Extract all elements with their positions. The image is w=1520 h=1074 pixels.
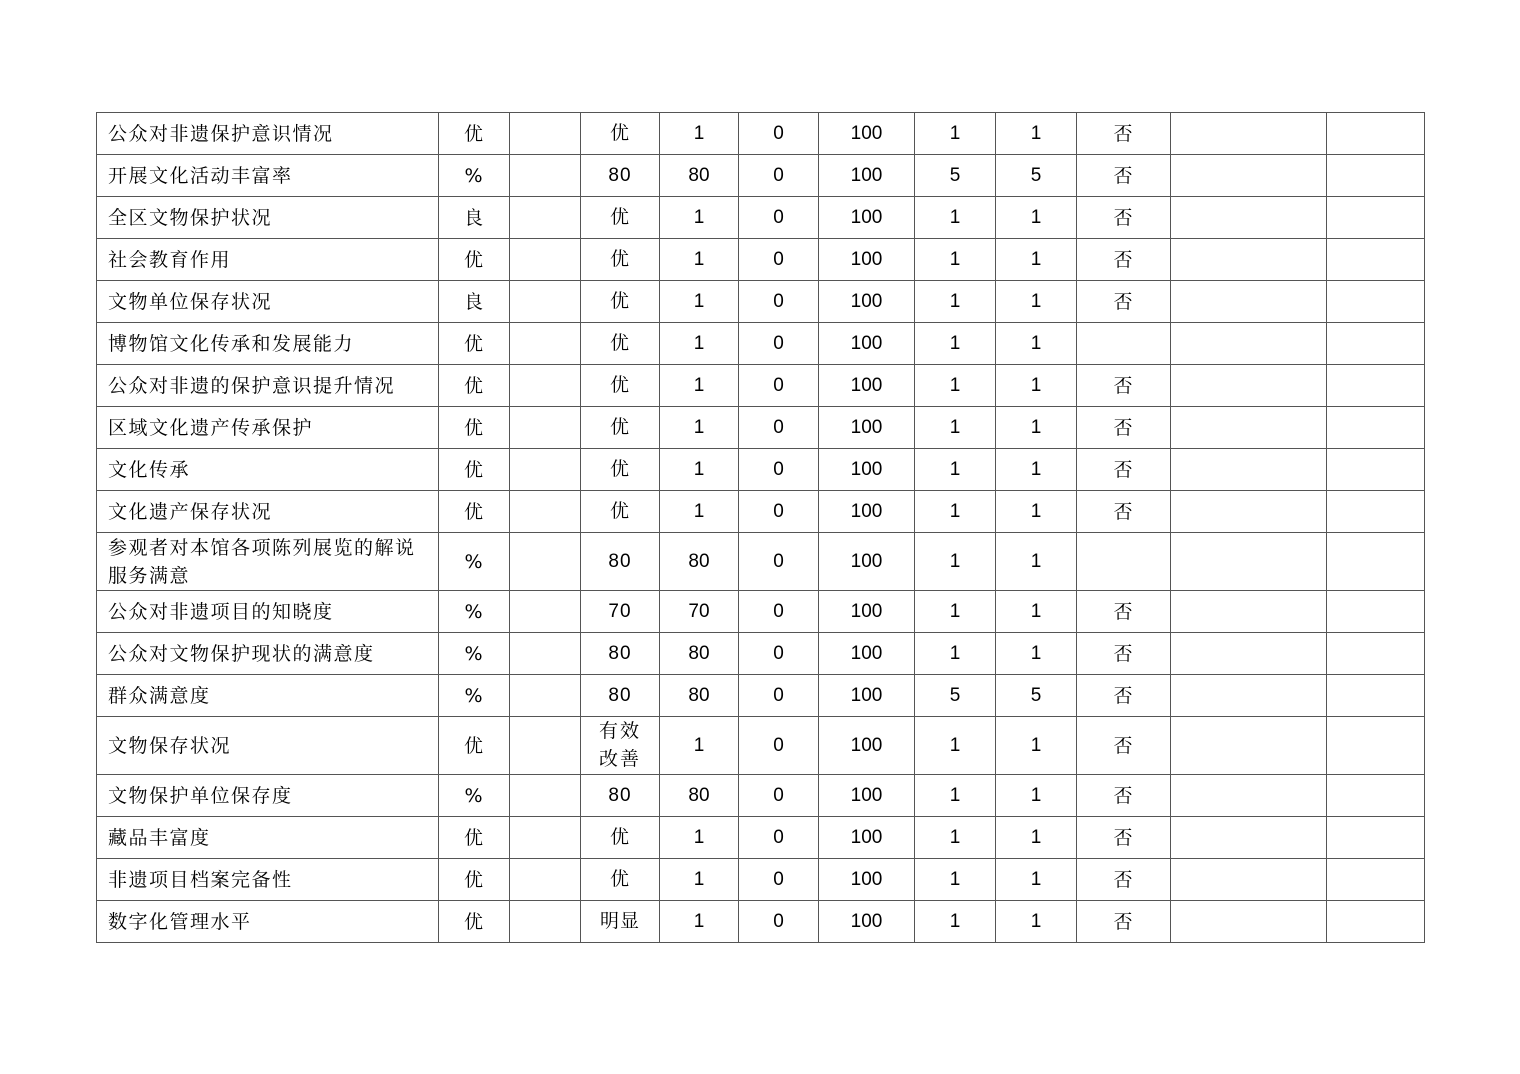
- unit-cell: 优: [439, 407, 510, 449]
- target-value-cell: 明显: [581, 901, 660, 943]
- deviation-cell: 0: [739, 675, 819, 717]
- target-value-cell: 优: [581, 407, 660, 449]
- empty-cell: [1327, 859, 1425, 901]
- completion-rate-cell: 100: [819, 323, 915, 365]
- empty-cell: [1171, 491, 1327, 533]
- table-row: [97, 449, 1425, 491]
- actual-value-cell: 1: [660, 323, 739, 365]
- empty-cell: [1171, 323, 1327, 365]
- empty-cell: [1327, 323, 1425, 365]
- target-value-cell: 70: [581, 591, 660, 633]
- flag-cell: [1077, 533, 1171, 591]
- indicator-name-cell: 公众对非遗项目的知晓度: [97, 591, 439, 633]
- table-row: [97, 407, 1425, 449]
- unit-cell: 良: [439, 197, 510, 239]
- deviation-cell: 0: [739, 591, 819, 633]
- deviation-cell: 0: [739, 717, 819, 775]
- empty-cell: [1327, 775, 1425, 817]
- flag-cell: 否: [1077, 281, 1171, 323]
- actual-value-cell: 1: [660, 491, 739, 533]
- empty-cell: [510, 533, 581, 591]
- indicator-name-cell: 社会教育作用: [97, 239, 439, 281]
- flag-cell: 否: [1077, 155, 1171, 197]
- empty-cell: [1171, 407, 1327, 449]
- score-cell: 1: [996, 449, 1077, 491]
- empty-cell: [510, 859, 581, 901]
- empty-cell: [1327, 591, 1425, 633]
- weight-cell: 1: [915, 323, 996, 365]
- flag-cell: 否: [1077, 113, 1171, 155]
- empty-cell: [510, 197, 581, 239]
- unit-cell: 良: [439, 281, 510, 323]
- actual-value-cell: 1: [660, 817, 739, 859]
- deviation-cell: 0: [739, 449, 819, 491]
- table-row: [97, 323, 1425, 365]
- indicator-name-cell: 公众对文物保护现状的满意度: [97, 633, 439, 675]
- unit-cell: 优: [439, 491, 510, 533]
- table-row: [97, 901, 1425, 943]
- table-row: [97, 491, 1425, 533]
- actual-value-cell: 80: [660, 533, 739, 591]
- unit-cell: 优: [439, 239, 510, 281]
- flag-cell: 否: [1077, 449, 1171, 491]
- empty-cell: [510, 717, 581, 775]
- target-value-cell: 优: [581, 859, 660, 901]
- actual-value-cell: 1: [660, 449, 739, 491]
- empty-cell: [510, 323, 581, 365]
- table-row: [97, 281, 1425, 323]
- score-cell: 1: [996, 717, 1077, 775]
- indicator-name-cell: 文化遗产保存状况: [97, 491, 439, 533]
- weight-cell: 1: [915, 859, 996, 901]
- deviation-cell: 0: [739, 859, 819, 901]
- table-row: [97, 775, 1425, 817]
- unit-cell: %: [439, 533, 510, 591]
- empty-cell: [1171, 775, 1327, 817]
- weight-cell: 1: [915, 281, 996, 323]
- weight-cell: 1: [915, 775, 996, 817]
- score-cell: 1: [996, 775, 1077, 817]
- empty-cell: [1171, 155, 1327, 197]
- indicator-name-cell: 区域文化遗产传承保护: [97, 407, 439, 449]
- unit-cell: 优: [439, 859, 510, 901]
- actual-value-cell: 1: [660, 859, 739, 901]
- empty-cell: [510, 239, 581, 281]
- table-row: [97, 717, 1425, 775]
- weight-cell: 5: [915, 675, 996, 717]
- table-body: [97, 113, 1425, 943]
- empty-cell: [1327, 449, 1425, 491]
- flag-cell: 否: [1077, 775, 1171, 817]
- empty-cell: [1327, 155, 1425, 197]
- actual-value-cell: 1: [660, 197, 739, 239]
- target-value-cell: 优: [581, 239, 660, 281]
- completion-rate-cell: 100: [819, 113, 915, 155]
- empty-cell: [1171, 859, 1327, 901]
- indicator-name-cell: 参观者对本馆各项陈列展览的解说服务满意: [97, 533, 439, 591]
- table-row: [97, 365, 1425, 407]
- empty-cell: [1327, 365, 1425, 407]
- empty-cell: [1327, 113, 1425, 155]
- empty-cell: [510, 113, 581, 155]
- indicator-name-cell: 数字化管理水平: [97, 901, 439, 943]
- unit-cell: 优: [439, 817, 510, 859]
- empty-cell: [1171, 901, 1327, 943]
- unit-cell: 优: [439, 717, 510, 775]
- table-row: [97, 239, 1425, 281]
- actual-value-cell: 70: [660, 591, 739, 633]
- empty-cell: [510, 365, 581, 407]
- unit-cell: %: [439, 675, 510, 717]
- completion-rate-cell: 100: [819, 675, 915, 717]
- flag-cell: 否: [1077, 239, 1171, 281]
- actual-value-cell: 80: [660, 775, 739, 817]
- empty-cell: [510, 491, 581, 533]
- empty-cell: [1171, 281, 1327, 323]
- target-value-cell: 80: [581, 633, 660, 675]
- indicator-name-cell: 开展文化活动丰富率: [97, 155, 439, 197]
- deviation-cell: 0: [739, 155, 819, 197]
- flag-cell: 否: [1077, 197, 1171, 239]
- table-row: [97, 113, 1425, 155]
- score-cell: 5: [996, 675, 1077, 717]
- unit-cell: %: [439, 775, 510, 817]
- table-row: [97, 197, 1425, 239]
- flag-cell: 否: [1077, 717, 1171, 775]
- completion-rate-cell: 100: [819, 533, 915, 591]
- indicator-name-cell: 公众对非遗保护意识情况: [97, 113, 439, 155]
- completion-rate-cell: 100: [819, 281, 915, 323]
- score-cell: 1: [996, 239, 1077, 281]
- indicator-name-cell: 文物保存状况: [97, 717, 439, 775]
- empty-cell: [510, 281, 581, 323]
- completion-rate-cell: 100: [819, 155, 915, 197]
- indicator-name-cell: 文物保护单位保存度: [97, 775, 439, 817]
- table-row: [97, 633, 1425, 675]
- empty-cell: [1171, 633, 1327, 675]
- target-value-cell: 80: [581, 533, 660, 591]
- actual-value-cell: 1: [660, 239, 739, 281]
- deviation-cell: 0: [739, 281, 819, 323]
- empty-cell: [1327, 533, 1425, 591]
- completion-rate-cell: 100: [819, 449, 915, 491]
- empty-cell: [510, 775, 581, 817]
- empty-cell: [1327, 407, 1425, 449]
- deviation-cell: 0: [739, 817, 819, 859]
- unit-cell: 优: [439, 365, 510, 407]
- target-value-cell: 优: [581, 197, 660, 239]
- unit-cell: 优: [439, 901, 510, 943]
- table-row: [97, 591, 1425, 633]
- completion-rate-cell: 100: [819, 901, 915, 943]
- target-value-cell: 80: [581, 155, 660, 197]
- deviation-cell: 0: [739, 197, 819, 239]
- empty-cell: [1171, 449, 1327, 491]
- unit-cell: 优: [439, 113, 510, 155]
- score-cell: 1: [996, 633, 1077, 675]
- empty-cell: [1327, 491, 1425, 533]
- target-value-cell: 80: [581, 675, 660, 717]
- deviation-cell: 0: [739, 491, 819, 533]
- flag-cell: 否: [1077, 407, 1171, 449]
- table-row: [97, 817, 1425, 859]
- flag-cell: [1077, 323, 1171, 365]
- empty-cell: [1327, 239, 1425, 281]
- score-cell: 1: [996, 591, 1077, 633]
- completion-rate-cell: 100: [819, 717, 915, 775]
- score-cell: 1: [996, 901, 1077, 943]
- indicator-name-cell: 公众对非遗的保护意识提升情况: [97, 365, 439, 407]
- flag-cell: 否: [1077, 633, 1171, 675]
- actual-value-cell: 80: [660, 633, 739, 675]
- unit-cell: %: [439, 633, 510, 675]
- score-cell: 1: [996, 491, 1077, 533]
- deviation-cell: 0: [739, 113, 819, 155]
- empty-cell: [510, 449, 581, 491]
- empty-cell: [1171, 239, 1327, 281]
- empty-cell: [510, 407, 581, 449]
- empty-cell: [1171, 113, 1327, 155]
- empty-cell: [510, 817, 581, 859]
- target-value-cell: 80: [581, 775, 660, 817]
- target-value-cell: 优: [581, 113, 660, 155]
- empty-cell: [1327, 633, 1425, 675]
- empty-cell: [1327, 817, 1425, 859]
- completion-rate-cell: 100: [819, 491, 915, 533]
- indicator-name-cell: 文化传承: [97, 449, 439, 491]
- weight-cell: 1: [915, 113, 996, 155]
- completion-rate-cell: 100: [819, 365, 915, 407]
- empty-cell: [1327, 717, 1425, 775]
- empty-cell: [1171, 591, 1327, 633]
- table-row: [97, 533, 1425, 591]
- target-value-cell: 有效改善: [581, 717, 660, 775]
- flag-cell: 否: [1077, 491, 1171, 533]
- table-row: [97, 155, 1425, 197]
- unit-cell: 优: [439, 449, 510, 491]
- unit-cell: %: [439, 591, 510, 633]
- table-row: [97, 859, 1425, 901]
- completion-rate-cell: 100: [819, 817, 915, 859]
- empty-cell: [1327, 197, 1425, 239]
- empty-cell: [1327, 901, 1425, 943]
- completion-rate-cell: 100: [819, 591, 915, 633]
- flag-cell: 否: [1077, 901, 1171, 943]
- actual-value-cell: 80: [660, 155, 739, 197]
- empty-cell: [1327, 281, 1425, 323]
- empty-cell: [1171, 717, 1327, 775]
- weight-cell: 1: [915, 407, 996, 449]
- actual-value-cell: 80: [660, 675, 739, 717]
- empty-cell: [1171, 365, 1327, 407]
- target-value-cell: 优: [581, 817, 660, 859]
- completion-rate-cell: 100: [819, 407, 915, 449]
- indicator-name-cell: 非遗项目档案完备性: [97, 859, 439, 901]
- weight-cell: 1: [915, 717, 996, 775]
- weight-cell: 1: [915, 197, 996, 239]
- empty-cell: [510, 901, 581, 943]
- target-value-cell: 优: [581, 449, 660, 491]
- deviation-cell: 0: [739, 775, 819, 817]
- weight-cell: 1: [915, 591, 996, 633]
- flag-cell: 否: [1077, 859, 1171, 901]
- actual-value-cell: 1: [660, 113, 739, 155]
- score-cell: 1: [996, 197, 1077, 239]
- weight-cell: 1: [915, 365, 996, 407]
- flag-cell: 否: [1077, 675, 1171, 717]
- completion-rate-cell: 100: [819, 239, 915, 281]
- weight-cell: 1: [915, 633, 996, 675]
- deviation-cell: 0: [739, 407, 819, 449]
- deviation-cell: 0: [739, 533, 819, 591]
- weight-cell: 5: [915, 155, 996, 197]
- deviation-cell: 0: [739, 901, 819, 943]
- indicator-name-cell: 文物单位保存状况: [97, 281, 439, 323]
- score-cell: 1: [996, 323, 1077, 365]
- weight-cell: 1: [915, 239, 996, 281]
- indicator-name-cell: 全区文物保护状况: [97, 197, 439, 239]
- completion-rate-cell: 100: [819, 633, 915, 675]
- table-row: [97, 675, 1425, 717]
- flag-cell: 否: [1077, 817, 1171, 859]
- performance-indicator-table: [96, 112, 1425, 943]
- indicator-name-cell: 博物馆文化传承和发展能力: [97, 323, 439, 365]
- actual-value-cell: 1: [660, 901, 739, 943]
- completion-rate-cell: 100: [819, 859, 915, 901]
- target-value-cell: 优: [581, 323, 660, 365]
- completion-rate-cell: 100: [819, 197, 915, 239]
- score-cell: 1: [996, 281, 1077, 323]
- unit-cell: %: [439, 155, 510, 197]
- weight-cell: 1: [915, 533, 996, 591]
- deviation-cell: 0: [739, 239, 819, 281]
- actual-value-cell: 1: [660, 717, 739, 775]
- empty-cell: [510, 155, 581, 197]
- score-cell: 1: [996, 365, 1077, 407]
- score-cell: 1: [996, 407, 1077, 449]
- empty-cell: [510, 591, 581, 633]
- empty-cell: [1171, 197, 1327, 239]
- empty-cell: [1171, 675, 1327, 717]
- deviation-cell: 0: [739, 323, 819, 365]
- indicator-name-cell: 藏品丰富度: [97, 817, 439, 859]
- actual-value-cell: 1: [660, 281, 739, 323]
- target-value-cell: 优: [581, 281, 660, 323]
- score-cell: 1: [996, 113, 1077, 155]
- weight-cell: 1: [915, 449, 996, 491]
- target-value-cell: 优: [581, 365, 660, 407]
- completion-rate-cell: 100: [819, 775, 915, 817]
- score-cell: 1: [996, 859, 1077, 901]
- score-cell: 1: [996, 533, 1077, 591]
- deviation-cell: 0: [739, 365, 819, 407]
- weight-cell: 1: [915, 901, 996, 943]
- empty-cell: [1327, 675, 1425, 717]
- actual-value-cell: 1: [660, 407, 739, 449]
- empty-cell: [1171, 817, 1327, 859]
- unit-cell: 优: [439, 323, 510, 365]
- empty-cell: [510, 633, 581, 675]
- score-cell: 5: [996, 155, 1077, 197]
- deviation-cell: 0: [739, 633, 819, 675]
- weight-cell: 1: [915, 817, 996, 859]
- empty-cell: [1171, 533, 1327, 591]
- target-value-cell: 优: [581, 491, 660, 533]
- flag-cell: 否: [1077, 591, 1171, 633]
- flag-cell: 否: [1077, 365, 1171, 407]
- indicator-name-cell: 群众满意度: [97, 675, 439, 717]
- actual-value-cell: 1: [660, 365, 739, 407]
- empty-cell: [510, 675, 581, 717]
- score-cell: 1: [996, 817, 1077, 859]
- weight-cell: 1: [915, 491, 996, 533]
